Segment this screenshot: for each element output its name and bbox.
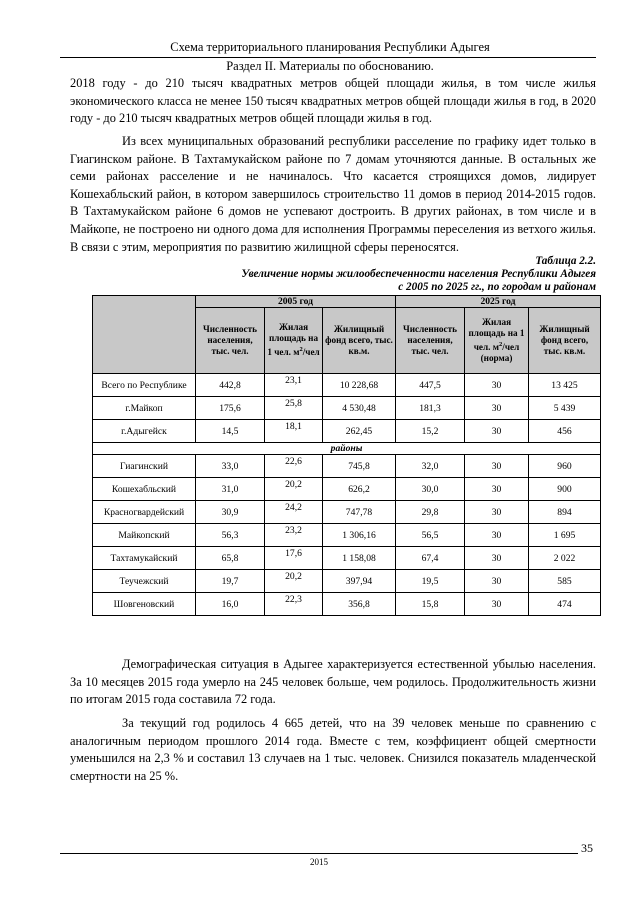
- paragraph-resettlement: Из всех муниципальных образований республики расселение по графику идет только в Гиагинском районе. В Тахтамукайском районе по 7 домам уточняются данные. В остальных же семи районах расселение и не начиналось. Что касается строящихся домов, лидирует Кошехабльский район, в котором завершилось строительство 11 домов в период 2014-2015 годов. В Тахтамукайском районе 6 домов не успевают достроить. В других районах, в том числе и в Майкопе, не построено ни одного дома для исполнения Программы переселения из ветхого жилья. В связи с этим, мероприятия по развитию жилищной сферы переносятся.: [70, 134, 596, 254]
- cell-fund-2025: 13 425: [529, 374, 601, 397]
- cell-area-2025: 30: [465, 501, 529, 524]
- cell-area-2005: 20,2: [265, 478, 323, 501]
- cell-fund-2025: 960: [529, 455, 601, 478]
- cell-name: Майкопский: [93, 524, 196, 547]
- section-row-districts: районы: [93, 443, 601, 455]
- cell-area-2005: 23,1: [265, 374, 323, 397]
- cell-population-2005: 16,0: [196, 593, 265, 616]
- cell-population-2005: 442,8: [196, 374, 265, 397]
- cell-population-2005: 30,9: [196, 501, 265, 524]
- cell-population-2025: 30,0: [396, 478, 465, 501]
- col-header-fund-2005: Жилищный фонд всего, тыс. кв.м.: [323, 308, 396, 374]
- cell-population-2005: 19,7: [196, 570, 265, 593]
- cell-name: Шовгеновский: [93, 593, 196, 616]
- table-row: [93, 455, 601, 478]
- cell-name: Красногвардейский: [93, 501, 196, 524]
- cell-name: Теучежский: [93, 570, 196, 593]
- cell-area-2005: 23,2: [265, 524, 323, 547]
- cell-area-2025: 30: [465, 547, 529, 570]
- cell-area-2025: 30: [465, 524, 529, 547]
- cell-population-2005: 31,0: [196, 478, 265, 501]
- cell-name: Кошехабльский: [93, 478, 196, 501]
- cell-fund-2005: 4 530,48: [323, 397, 396, 420]
- cell-fund-2025: 474: [529, 593, 601, 616]
- paragraph-demography: Демографическая ситуация в Адыгее характеризуется естественной убылью населения. За 10 месяцев 2015 года умерло на 245 человек больше, чем родилось. Продолжительность жизни по итогам 2015 года составила 72 года.: [70, 657, 596, 707]
- table-row: [93, 501, 601, 524]
- col-header-population-2025: Численность населения, тыс. чел.: [396, 308, 465, 374]
- cell-area-2005: 18,1: [265, 420, 323, 443]
- table-corner-cell: [93, 296, 196, 374]
- cell-name: Гиагинский: [93, 455, 196, 478]
- cell-fund-2005: 745,8: [323, 455, 396, 478]
- section-title: Раздел II. Материалы по обоснованию.: [226, 59, 434, 73]
- cell-area-2025: 30: [465, 374, 529, 397]
- header-rule: [60, 57, 596, 58]
- cell-population-2025: 32,0: [396, 455, 465, 478]
- cell-population-2005: 65,8: [196, 547, 265, 570]
- cell-population-2005: 56,3: [196, 524, 265, 547]
- cell-name: г.Адыгейск: [93, 420, 196, 443]
- cell-name: Тахтамукайский: [93, 547, 196, 570]
- cell-population-2005: 14,5: [196, 420, 265, 443]
- cell-fund-2025: 900: [529, 478, 601, 501]
- group-header-2005: 2005 год: [196, 296, 396, 308]
- table-number: Таблица 2.2.: [535, 255, 596, 267]
- cell-name: Всего по Республике: [93, 374, 196, 397]
- cell-fund-2025: 456: [529, 420, 601, 443]
- cell-fund-2025: 894: [529, 501, 601, 524]
- cell-area-2025: 30: [465, 420, 529, 443]
- table-row: [93, 524, 601, 547]
- cell-population-2025: 181,3: [396, 397, 465, 420]
- cell-fund-2025: 1 695: [529, 524, 601, 547]
- cell-population-2025: 19,5: [396, 570, 465, 593]
- col-header-fund-2025: Жилищный фонд всего, тыс. кв.м.: [529, 308, 601, 374]
- table-row: [93, 570, 601, 593]
- cell-area-2005: 17,6: [265, 547, 323, 570]
- cell-population-2025: 29,8: [396, 501, 465, 524]
- group-header-2025: 2025 год: [396, 296, 601, 308]
- cell-fund-2005: 356,8: [323, 593, 396, 616]
- cell-population-2025: 56,5: [396, 524, 465, 547]
- cell-population-2025: 15,8: [396, 593, 465, 616]
- cell-area-2025: 30: [465, 593, 529, 616]
- cell-population-2025: 15,2: [396, 420, 465, 443]
- cell-name: г.Майкоп: [93, 397, 196, 420]
- cell-fund-2005: 397,94: [323, 570, 396, 593]
- cell-fund-2025: 2 022: [529, 547, 601, 570]
- table-row: [93, 547, 601, 570]
- col-header-area-2005: Жилая площадь на 1 чел. $м^2$/чел: [265, 308, 323, 374]
- cell-area-2025: 30: [465, 478, 529, 501]
- table-row: [93, 397, 601, 420]
- cell-area-2025: 30: [465, 397, 529, 420]
- cell-population-2025: 447,5: [396, 374, 465, 397]
- col-header-population-2005: Численность населения, тыс. чел.: [196, 308, 265, 374]
- cell-population-2005: 33,0: [196, 455, 265, 478]
- col-header-area-2025: Жилая площадь на 1 чел. $м^2$/чел (норма): [465, 308, 529, 374]
- table-subtitle: с 2005 по 2025 гг., по городам и районам: [398, 281, 596, 293]
- cell-fund-2005: 1 306,16: [323, 524, 396, 547]
- paragraph-births: За текущий год родилось 4 665 детей, что на 39 человек меньше по сравнению с аналогичным периодом прошлого 2014 года. Вместе с тем, коэффициент общей смертности уменьшился на 2,3 % и составил 13 случаев на 1 тыс. человек. Снизился показатель младенческой смертности на 25 %.: [70, 716, 596, 783]
- cell-area-2005: 24,2: [265, 501, 323, 524]
- footer-year: 2015: [310, 857, 328, 867]
- cell-area-2005: 22,3: [265, 593, 323, 616]
- document-title: Схема территориального планирования Республики Адыгея: [170, 40, 490, 54]
- cell-area-2005: 20,2: [265, 570, 323, 593]
- table-row: [93, 593, 601, 616]
- housing-table: [92, 295, 601, 616]
- footer-rule: [60, 853, 578, 854]
- table-row: [93, 374, 601, 397]
- cell-fund-2005: 747,78: [323, 501, 396, 524]
- cell-fund-2025: 585: [529, 570, 601, 593]
- cell-fund-2005: 626,2: [323, 478, 396, 501]
- cell-fund-2005: 1 158,08: [323, 547, 396, 570]
- table-row: [93, 420, 601, 443]
- cell-area-2025: 30: [465, 455, 529, 478]
- cell-fund-2025: 5 439: [529, 397, 601, 420]
- table-row: [93, 478, 601, 501]
- page-number: 35: [581, 841, 593, 855]
- cell-population-2005: 175,6: [196, 397, 265, 420]
- cell-fund-2005: 10 228,68: [323, 374, 396, 397]
- cell-area-2005: 22,6: [265, 455, 323, 478]
- cell-population-2025: 67,4: [396, 547, 465, 570]
- cell-fund-2005: 262,45: [323, 420, 396, 443]
- cell-area-2025: 30: [465, 570, 529, 593]
- cell-area-2005: 25,8: [265, 397, 323, 420]
- paragraph-housing-targets: 2018 году - до 210 тысяч квадратных метров общей площади жилья, в том числе жилья экономического класса не менее 150 тысяч квадратных метров общей площади жилья в год, в 2020 году - до 210 тысяч квадратных метров общей площади жилья в год.: [70, 76, 596, 126]
- table-title: Увеличение нормы жилообеспеченности населения Республики Адыгея: [241, 268, 596, 280]
